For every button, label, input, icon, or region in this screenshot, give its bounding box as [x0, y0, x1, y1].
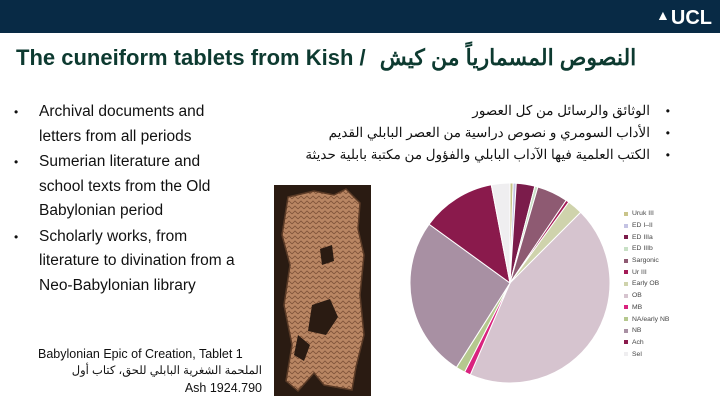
- legend-swatch: [624, 224, 628, 228]
- bullet-text: الأداب السومري و نصوص دراسية من العصر البابلي القديم: [328, 125, 650, 140]
- image-caption: [38, 346, 262, 397]
- legend-entry: [624, 278, 694, 290]
- legend-entry: [624, 231, 694, 243]
- legend-swatch: [624, 305, 628, 309]
- caption-english: Babylonian Epic of Creation, Tablet 1: [38, 347, 243, 361]
- slide-title: [16, 45, 706, 71]
- legend-entry: [624, 243, 694, 255]
- bullet-icon: •: [665, 148, 670, 162]
- legend-label: ED IIIb: [632, 245, 653, 253]
- arabic-bullet: [282, 144, 670, 166]
- legend-swatch: [624, 294, 628, 298]
- bullet-icon: •: [14, 155, 19, 169]
- legend-entry: [624, 208, 694, 220]
- bullet-text: الكتب العلمية فيها الآداب البابلي والفؤول من مكتبة بابلية حديثة: [305, 147, 650, 162]
- legend-swatch: [624, 270, 628, 274]
- arabic-bullet: [282, 100, 670, 122]
- legend-entry: [624, 325, 694, 337]
- caption-arabic: الملحمة الشغرية البابلي للحق، كتاب أول: [71, 365, 262, 377]
- legend-label: OB: [632, 292, 642, 300]
- cuneiform-tablet-photo: [274, 185, 371, 396]
- legend-entry: [624, 313, 694, 325]
- legend-label: ED IIIa: [632, 233, 653, 241]
- legend-label: Sargonic: [632, 257, 659, 265]
- ucl-logo-text: UCL: [670, 7, 712, 29]
- title-english: The cuneiform tablets from Kish /: [16, 45, 366, 70]
- arabic-bullet: [282, 122, 670, 144]
- bullet-text: Sumerian literature and school texts from the Old Babylonian period: [39, 153, 211, 219]
- bullet-text: Scholarly works, from literature to divination from a Neo-Babylonian library: [39, 227, 235, 294]
- pie-legend: [624, 208, 694, 360]
- legend-label: Early OB: [632, 280, 660, 288]
- legend-swatch: [624, 317, 628, 321]
- legend-entry: [624, 255, 694, 267]
- bullet-text: الوثائق والرسائل من كل العصور: [472, 103, 650, 118]
- bullet-icon: •: [665, 126, 670, 140]
- legend-label: NB: [632, 327, 642, 335]
- legend-label: Ur III: [632, 268, 647, 276]
- bullet-icon: •: [14, 105, 19, 119]
- bullet-icon: •: [14, 229, 19, 244]
- period-pie-chart: [405, 178, 615, 388]
- legend-entry: [624, 220, 694, 232]
- legend-swatch: [624, 329, 628, 333]
- ucl-portico-icon: ▲: [656, 7, 670, 23]
- legend-entry: [624, 266, 694, 278]
- arabic-bullet-list: [282, 100, 670, 166]
- title-arabic: النصوص المسمارياً من كيش: [379, 45, 637, 70]
- legend-swatch: [624, 235, 628, 239]
- legend-label: NA/early NB: [632, 315, 670, 323]
- legend-label: Ach: [632, 338, 644, 346]
- legend-swatch: [624, 259, 628, 263]
- english-bullet: [14, 150, 246, 224]
- ucl-logo: [656, 7, 712, 30]
- legend-entry: [624, 302, 694, 314]
- caption-accession-number: Ash 1924.790: [184, 381, 262, 395]
- legend-swatch: [624, 340, 628, 344]
- legend-label: ED I–II: [632, 222, 653, 230]
- english-bullet: [14, 225, 246, 299]
- legend-swatch: [624, 352, 628, 356]
- top-bar: [0, 0, 720, 33]
- bullet-icon: •: [665, 104, 670, 118]
- english-bullet: [14, 100, 246, 149]
- legend-swatch: [624, 247, 628, 251]
- legend-label: Uruk III: [632, 210, 654, 218]
- legend-entry: [624, 348, 694, 360]
- legend-swatch: [624, 282, 628, 286]
- english-bullet-list: [14, 100, 246, 299]
- legend-label: Sel: [632, 350, 642, 358]
- bullet-text: Archival documents and letters from all periods: [39, 103, 205, 145]
- legend-label: MB: [632, 303, 643, 311]
- legend-swatch: [624, 212, 628, 216]
- legend-entry: [624, 290, 694, 302]
- legend-entry: [624, 337, 694, 349]
